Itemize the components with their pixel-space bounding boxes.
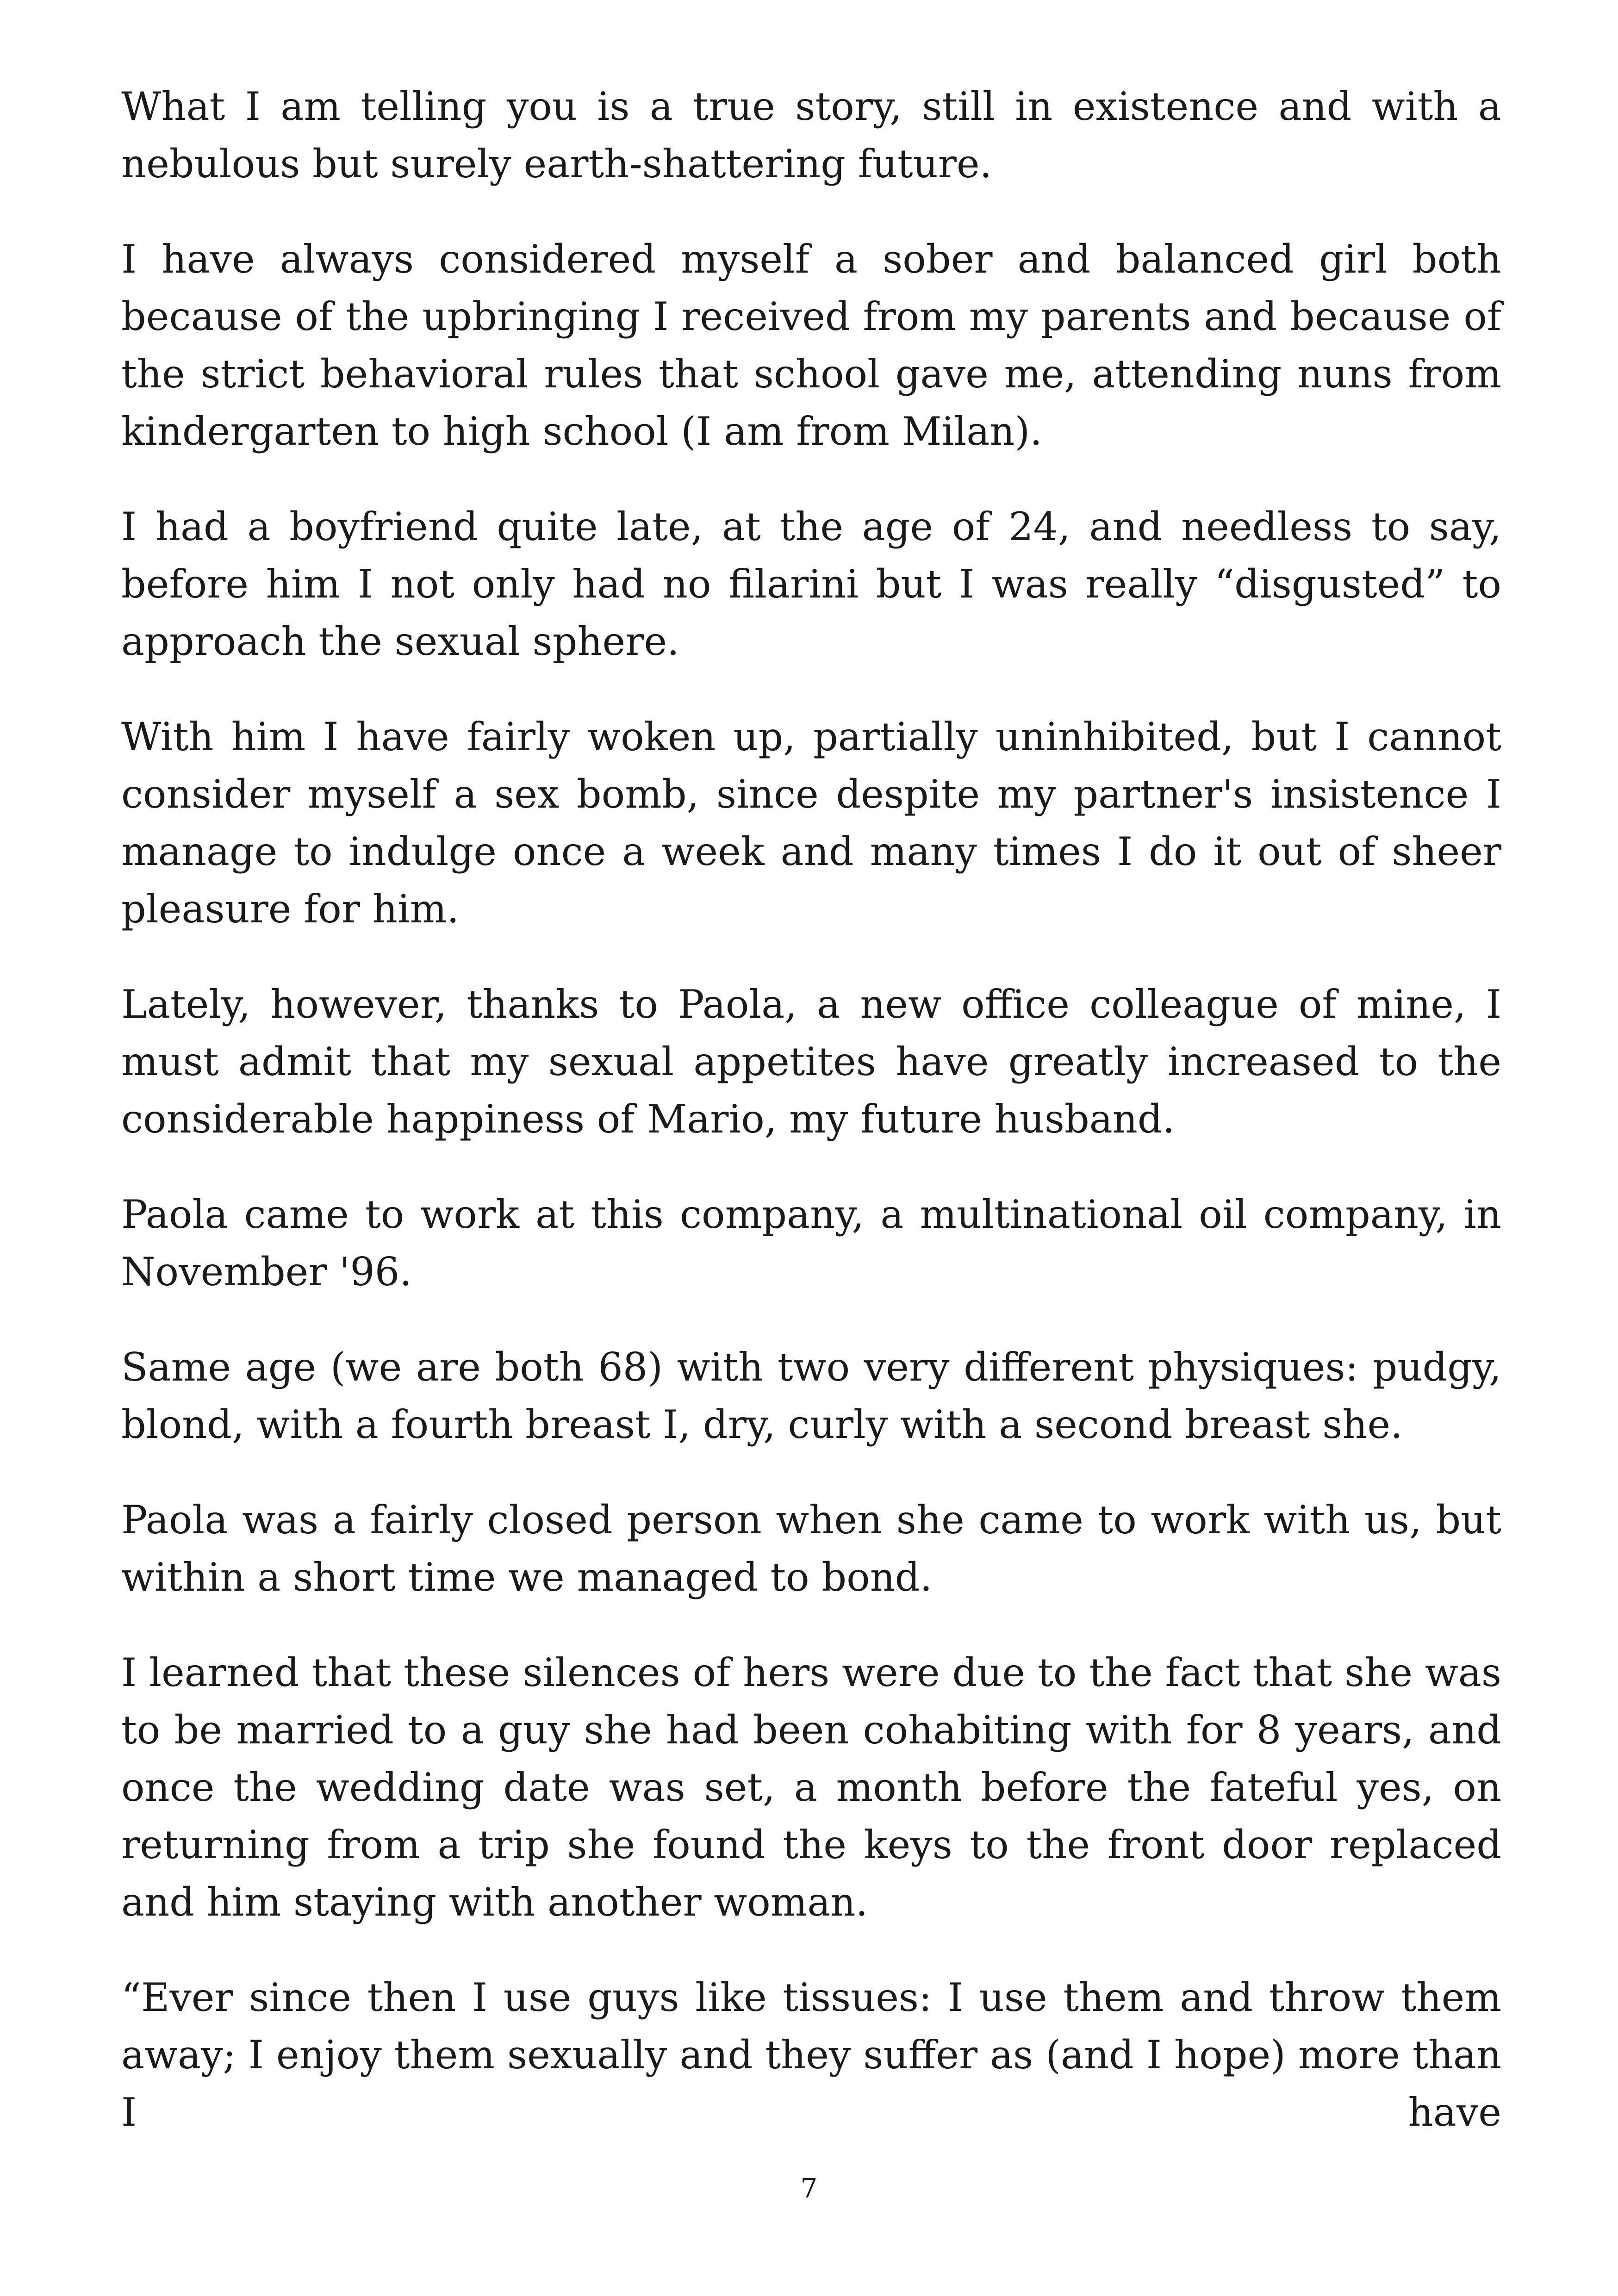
paragraph-1: What I am telling you is a true story, still in existence and with a nebulous but surely earth-shattering future.: [121, 84, 1501, 187]
paragraph-6: Paola came to work at this company, a multinational oil company, in November '96.: [121, 1192, 1501, 1294]
paragraph-9: I learned that these silences of hers were due to the fact that she was to be married to a guy she had been cohabiting with for 8 years, and once the wedding date was set, a month before the fateful yes, on returning from a trip she found the keys to the front door replaced and him staying with another woman.: [121, 1650, 1501, 1925]
paragraph-10: “Ever since then I use guys like tissues: I use them and throw them away; I enjoy them sexually and they suffer as (and I hope) more than I have: [121, 1975, 1501, 2135]
page-number: 7: [800, 2172, 818, 2204]
paragraph-7: Same age (we are both 68) with two very different physiques: pudgy, blond, with a fourth breast I, dry, curly with a second breast she.: [121, 1344, 1501, 1447]
paragraph-4: With him I have fairly woken up, partially uninhibited, but I cannot consider myself a sex bomb, since despite my partner's insistence I manage to indulge once a week and many times I do it out of sheer pleasure for him.: [121, 714, 1501, 932]
body-text: [121, 78, 1501, 2141]
paragraph-5: Lately, however, thanks to Paola, a new office colleague of mine, I must admit that my sexual appetites have greatly increased to the considerable happiness of Mario, my future husband.: [121, 982, 1501, 1142]
paragraph-2: I have always considered myself a sober and balanced girl both because of the upbringing I received from my parents and because of the strict behavioral rules that school gave me, attending nuns from kindergarten to high school (I am from Milan).: [121, 236, 1501, 454]
paragraph-8: Paola was a fairly closed person when she came to work with us, but within a short time we managed to bond.: [121, 1497, 1501, 1600]
paragraph-3: I had a boyfriend quite late, at the age of 24, and needless to say, before him I not only had no filarini but I was really “disgusted” to approach the sexual sphere.: [121, 504, 1501, 664]
